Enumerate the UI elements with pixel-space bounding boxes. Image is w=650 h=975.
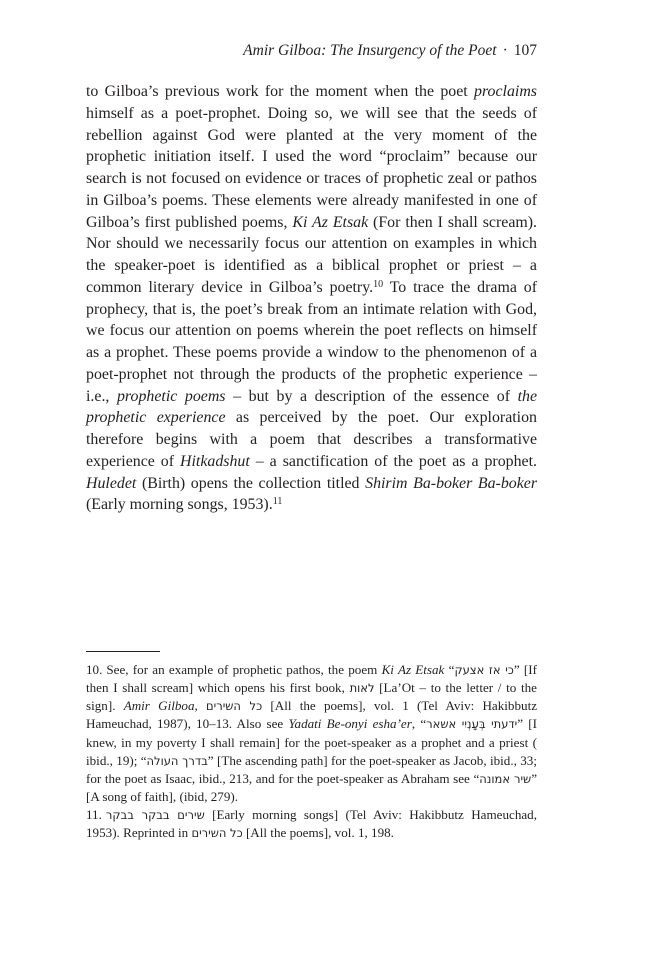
footnote-text-run: , “ [411, 716, 427, 732]
footnote-italic-run: Ki Az Etsak [381, 662, 445, 677]
footnote-text-run: [All the poems], vol. 1 (Tel Aviv: Hakibbutz Hameuchad, 1987), 10–13. Also see [86, 698, 538, 732]
footnote-text-run: [La’Ot – to the letter / to the sign]. [86, 680, 537, 714]
body-italic-run: the prophetic experience [86, 387, 538, 427]
page-number: 107 [513, 42, 537, 59]
body-text-run: (For then I shall scream). Nor should we necessarily focus our attention on examples in which the speaker-poet is identified as a biblical prophet or priest – a common literary device in Gilboa’s poetry. [86, 213, 538, 296]
body-italic-run: Ki Az Etsak [292, 213, 369, 231]
hebrew-text: כי אז אצעק [454, 663, 514, 677]
body-text-run: To trace the drama of prophecy, that is, the poet’s break from an intimate relation with God, we focus our attention on poems wherein the poet reflects on himself as a prophet. These poems provide a window to the phenomenon of a poet-prophet not through the products of the prophetic experience – i.e., [86, 278, 537, 405]
footnote-text-run: , [194, 698, 207, 714]
body-italic-run: Shirim Ba-boker Ba-boker [365, 474, 538, 492]
hebrew-text: כל השירים [206, 699, 263, 714]
hebrew-text: בדרך העולה [146, 753, 208, 768]
footnote-ref-11[interactable]: 11 [272, 496, 283, 508]
footnote-text-run: ” [The ascending path] for the poet-speaker as Jacob, ibid., 33; for the poet as Isaac, ibid., 213, and for the poet-speaker as Abraham see “ [86, 752, 537, 786]
footnote-text-run: ” [A song of faith], (ibid, 279). [86, 770, 537, 805]
hebrew-text: כל השירים [191, 826, 243, 841]
footnote-text-run: ” [I knew, in my poverty I shall remain] for the poet-speaker as a prophet and a priest ( ibid., 19); “ [86, 716, 537, 768]
body-italic-run: proclaims [474, 83, 537, 100]
body-text-run: – a sanctification of the poet as a prophet. [249, 452, 537, 470]
hebrew-text: שיר אמונה [479, 771, 532, 786]
header-separator: · [502, 42, 508, 59]
footnote-italic-run: Yadati Be-onyi esha’er [288, 716, 412, 732]
footnote-text-run: ” [If then I shall scream] which opens his first book, [86, 662, 538, 696]
footnote-italic-run: Amir Gilboa [123, 698, 195, 714]
footnote-divider [86, 651, 160, 652]
main-body-text [86, 81, 537, 516]
body-text-run: to Gilboa’s previous work for the moment when the poet [86, 83, 475, 100]
body-italic-run: Hitkadshut [180, 452, 250, 470]
body-text-run: (Birth) opens the collection titled [136, 474, 366, 492]
body-text-run: – but by a description of the essence of [225, 387, 518, 405]
footnote-text-run: [Early morning songs] (Tel Aviv: Hakibbutz Hameuchad, 1953). Reprinted in [86, 807, 537, 841]
footnote-11 [86, 806, 537, 842]
running-header [243, 42, 537, 60]
footnote-number: 10. [86, 662, 103, 677]
hebrew-text: ידעתי בְּעָנְיִי אשאר [426, 717, 518, 732]
hebrew-text: שירים בבקר בבקר [105, 808, 205, 823]
footnotes [86, 661, 537, 843]
hebrew-text: לאות [349, 681, 375, 696]
footnote-text-run: See, for an example of prophetic pathos, the poem [106, 662, 382, 677]
body-text-run: as perceived by the poet. Our exploration therefore begins with a poem that describes a transformative experience of [86, 409, 537, 470]
footnote-text-run: “ [444, 662, 455, 677]
body-paragraph [86, 81, 537, 516]
body-text-run: himself as a poet-prophet. Doing so, we will see that the seeds of rebellion against God were planted at the very moment of the prophetic initiation itself. I used the word “proclaim” because our search is not focused on evidence or traces of prophetic zeal or pathos in Gilboa’s poems. These elements were already manifested in one of Gilboa’s first published poems, [86, 104, 537, 231]
body-text-run: (Early morning songs, 1953). [86, 496, 273, 514]
footnote-text-run: [All the poems], vol. 1, 198. [242, 825, 394, 841]
body-italic-run: Huledet [86, 474, 137, 492]
footnote-number: 11. [86, 807, 102, 823]
running-head-title: Amir Gilboa: The Insurgency of the Poet [243, 42, 497, 59]
footnote-10 [86, 661, 537, 806]
body-italic-run: prophetic poems [116, 387, 226, 405]
footnote-ref-10[interactable]: 10 [373, 278, 384, 290]
